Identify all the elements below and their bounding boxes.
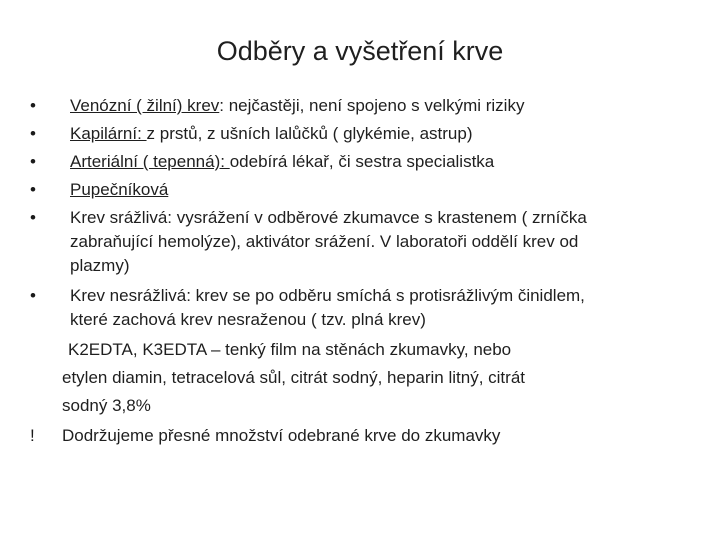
term-underlined: Arteriální ( tepenná):: [70, 152, 230, 171]
bullet-marker: •: [30, 96, 36, 115]
exclamation-marker: !: [30, 426, 35, 445]
term-underlined: Pupečníková: [70, 180, 169, 199]
paragraph-line: K2EDTA, K3EDTA – tenký film na stěnách zkumavky, nebo: [68, 340, 512, 359]
bullet-marker: •: [30, 152, 36, 171]
item-text: odebírá lékař, či sestra specialistka: [229, 152, 495, 171]
note-text: Dodržujeme přesné množství odebrané krve do zkumavky: [62, 426, 501, 445]
bullet-marker: •: [30, 286, 36, 305]
bullet-marker: •: [30, 208, 36, 227]
list-item: [70, 178, 168, 202]
list-item-line: Krev srážlivá: vysrážení v odběrové zkumavce s krastenem ( zrníčka: [70, 208, 587, 227]
paragraph-line: etylen diamin, tetracelová sůl, citrát sodný, heparin litný, citrát: [62, 368, 525, 387]
term-underlined: Kapilární:: [70, 124, 147, 143]
bullet-marker: •: [30, 180, 36, 199]
list-item: [70, 94, 524, 118]
list-item-line: plazmy): [70, 256, 130, 275]
list-item-line: zabraňující hemolýze), aktivátor srážení. V laboratoři oddělí krev od: [70, 232, 579, 251]
bullet-marker: •: [30, 124, 36, 143]
slide-title: Odběry a vyšetření krve: [216, 36, 504, 66]
list-item-line: které zachová krev nesraženou ( tzv. plná krev): [70, 310, 426, 329]
list-item: [70, 150, 494, 174]
item-text: z prstů, z ušních lalůčků ( glykémie, astrup): [146, 124, 473, 143]
list-item: [70, 122, 473, 146]
term-underlined: Venózní ( žilní) krev: [70, 96, 220, 115]
paragraph-line: sodný 3,8%: [62, 396, 151, 415]
item-text: : nejčastěji, není spojeno s velkými riziky: [219, 96, 525, 115]
list-item-line: Krev nesrážlivá: krev se po odběru smíchá s protisrážlivým činidlem,: [70, 286, 585, 305]
